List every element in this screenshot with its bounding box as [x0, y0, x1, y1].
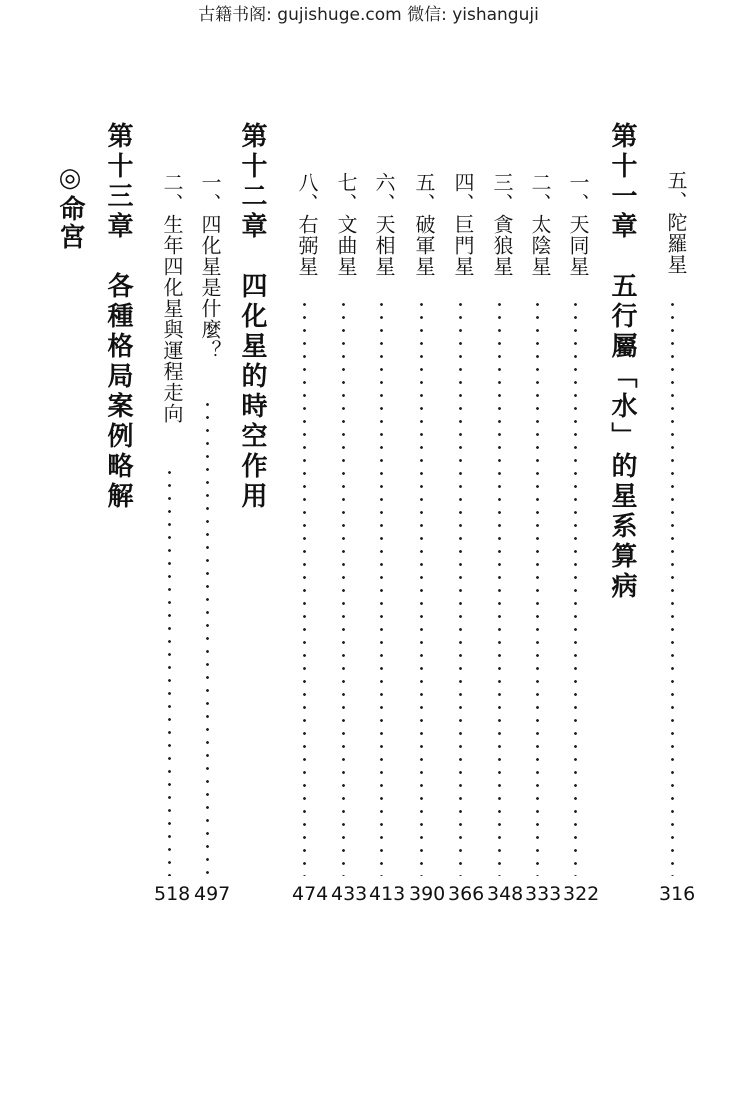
toc-entry-label: 一、四化星是什麼？	[198, 172, 222, 361]
toc-entry-label: 二、生年四化星與運程走向	[160, 172, 184, 424]
leader-dots	[420, 298, 423, 876]
toc-entry-page: 322	[563, 883, 600, 905]
toc-entry-label: 五、陀羅星	[664, 170, 688, 275]
chapter-title: 第十三章 各種格局案例略解	[103, 122, 133, 512]
chapter-title: 第十一章 五行屬「水」的星系算病	[607, 122, 637, 602]
leader-dots	[168, 466, 171, 876]
toc-entry-label: 七、文曲星	[334, 172, 358, 277]
toc-entry-label: 四、巨門星	[451, 172, 475, 277]
toc-entry-page: 366	[448, 883, 485, 905]
section-title: ◎命宮	[55, 163, 85, 251]
toc-entry-page: 348	[487, 883, 524, 905]
toc-entry-label: 六、天相星	[372, 172, 396, 277]
toc-entry-label: 三、貪狼星	[490, 172, 514, 277]
toc-entry-page: 433	[331, 883, 368, 905]
toc-entry-label: 二、太陰星	[528, 172, 552, 277]
leader-dots	[380, 298, 383, 876]
toc-entry-page: 413	[369, 883, 406, 905]
toc-entry-page: 474	[292, 883, 329, 905]
toc-entry-page: 518	[154, 883, 191, 905]
toc-entry-label: 八、右弼星	[295, 172, 319, 277]
chapter-title: 第十二章 四化星的時空作用	[237, 122, 267, 512]
leader-dots	[536, 298, 539, 876]
watermark-text: 古籍书阁: gujishuge.com 微信: yishanguji	[198, 5, 539, 25]
leader-dots	[303, 298, 306, 876]
toc-entry-page: 333	[525, 883, 562, 905]
toc-entry-label: 一、天同星	[566, 172, 590, 277]
leader-dots	[206, 398, 209, 876]
leader-dots	[671, 298, 674, 876]
toc-entry-page: 316	[659, 883, 696, 905]
leader-dots	[574, 298, 577, 876]
toc-entry-label: 五、破軍星	[412, 172, 436, 277]
toc-entry-page: 497	[194, 883, 231, 905]
leader-dots	[498, 298, 501, 876]
leader-dots	[459, 298, 462, 876]
toc-entry-page: 390	[409, 883, 446, 905]
leader-dots	[342, 298, 345, 876]
